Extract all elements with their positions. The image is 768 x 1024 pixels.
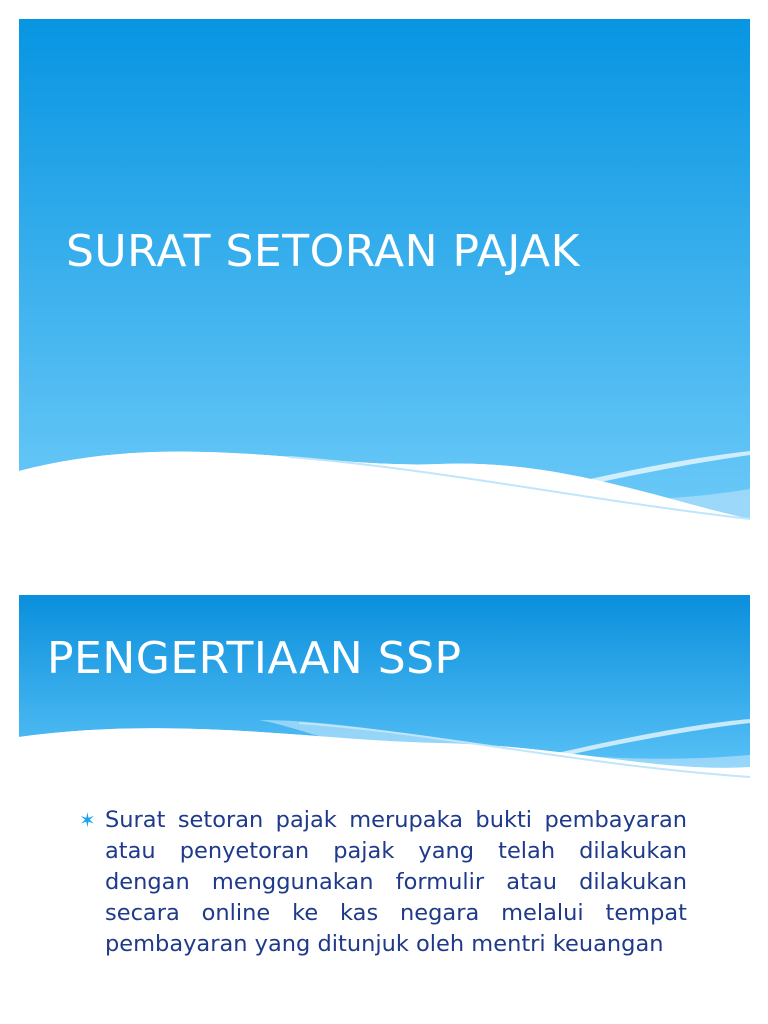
wave-background	[19, 19, 750, 539]
slide-title: SURAT SETORAN PAJAK	[66, 226, 580, 277]
title-slide	[19, 19, 750, 539]
wave-header	[19, 595, 750, 795]
list-item	[79, 805, 687, 960]
title-banner	[19, 19, 750, 539]
header-banner	[19, 595, 750, 795]
asterisk-bullet-icon: ✶	[79, 808, 96, 832]
content-slide	[19, 595, 750, 1015]
slide-heading: PENGERTIAAN SSP	[47, 633, 462, 684]
bullet-list	[79, 805, 687, 960]
bullet-text: Surat setoran pajak merupaka bukti pembayaran atau penyetoran pajak yang telah dilakukan dengan menggunakan formulir atau dilakukan secara online ke kas negara melalui tempat pembayaran yang ditunjuk oleh mentri keuangan	[105, 807, 687, 957]
